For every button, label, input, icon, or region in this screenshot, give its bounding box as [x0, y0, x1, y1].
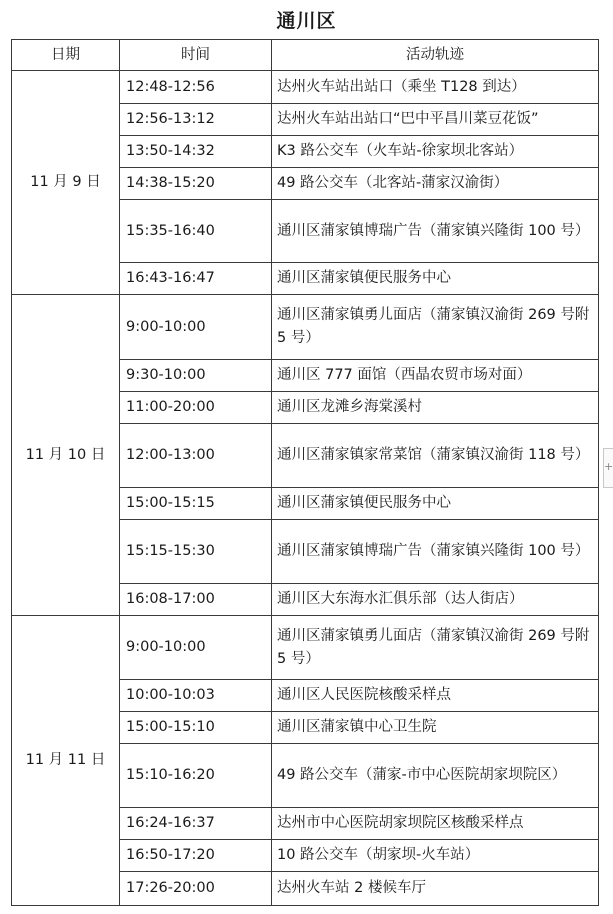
track-cell: 49 路公交车（北客站-蒲家汉渝街） — [272, 168, 599, 200]
track-cell: 达州火车站 2 楼候车厅 — [272, 872, 599, 906]
time-cell: 15:00-15:15 — [120, 488, 272, 520]
table-header-row — [12, 40, 599, 71]
date-cell: 11 月 9 日 — [12, 71, 120, 295]
time-cell: 10:00-10:03 — [120, 680, 272, 712]
track-cell: 达州市中心医院胡家坝院区核酸采样点 — [272, 808, 599, 840]
time-cell: 15:35-16:40 — [120, 200, 272, 263]
time-cell: 9:30-10:00 — [120, 360, 272, 392]
time-cell: 16:50-17:20 — [120, 840, 272, 872]
time-cell: 15:00-15:10 — [120, 712, 272, 744]
side-plus-icon[interactable]: + — [603, 448, 613, 488]
track-cell: 达州火车站出站口“巴中平昌川菜豆花饭” — [272, 104, 599, 136]
header-time: 时间 — [120, 40, 272, 71]
date-cell: 11 月 11 日 — [12, 616, 120, 906]
track-cell: 49 路公交车（蒲家-市中心医院胡家坝院区） — [272, 744, 599, 808]
track-cell: 达州火车站出站口（乘坐 T128 到达） — [272, 71, 599, 104]
track-cell: 通川区 777 面馆（西晶农贸市场对面） — [272, 360, 599, 392]
time-cell: 13:50-14:32 — [120, 136, 272, 168]
track-cell: 通川区蒲家镇博瑞广告（蒲家镇兴隆街 100 号） — [272, 520, 599, 584]
page-title: 通川区 — [276, 10, 337, 32]
track-cell: 通川区蒲家镇家常菜馆（蒲家镇汉渝街 118 号） — [272, 424, 599, 488]
time-cell: 12:48-12:56 — [120, 71, 272, 104]
time-cell: 16:43-16:47 — [120, 263, 272, 295]
table-row — [12, 616, 599, 680]
track-cell: 通川区龙滩乡海棠溪村 — [272, 392, 599, 424]
time-cell: 12:56-13:12 — [120, 104, 272, 136]
time-cell: 16:08-17:00 — [120, 584, 272, 616]
time-cell: 15:10-16:20 — [120, 744, 272, 808]
track-cell: 通川区蒲家镇勇儿面店（蒲家镇汉渝街 269 号附 5 号） — [272, 616, 599, 680]
table-body — [12, 71, 599, 906]
time-cell: 14:38-15:20 — [120, 168, 272, 200]
time-cell: 15:15-15:30 — [120, 520, 272, 584]
time-cell: 9:00-10:00 — [120, 295, 272, 360]
time-cell: 16:24-16:37 — [120, 808, 272, 840]
date-cell: 11 月 10 日 — [12, 295, 120, 616]
time-cell: 9:00-10:00 — [120, 616, 272, 680]
itinerary-table — [11, 39, 599, 906]
track-cell: 通川区蒲家镇勇儿面店（蒲家镇汉渝街 269 号附 5 号） — [272, 295, 599, 360]
time-cell: 11:00-20:00 — [120, 392, 272, 424]
track-cell: 通川区蒲家镇中心卫生院 — [272, 712, 599, 744]
track-cell: 通川区蒲家镇便民服务中心 — [272, 488, 599, 520]
header-date: 日期 — [12, 40, 120, 71]
track-cell: 通川区人民医院核酸采样点 — [272, 680, 599, 712]
track-cell: 10 路公交车（胡家坝-火车站） — [272, 840, 599, 872]
header-track: 活动轨迹 — [272, 40, 599, 71]
time-cell: 12:00-13:00 — [120, 424, 272, 488]
track-cell: 通川区大东海水汇俱乐部（达人街店） — [272, 584, 599, 616]
track-cell: 通川区蒲家镇博瑞广告（蒲家镇兴隆街 100 号） — [272, 200, 599, 263]
time-cell: 17:26-20:00 — [120, 872, 272, 906]
track-cell: 通川区蒲家镇便民服务中心 — [272, 263, 599, 295]
track-cell: K3 路公交车（火车站-徐家坝北客站） — [272, 136, 599, 168]
table-row — [12, 295, 599, 360]
table-row — [12, 71, 599, 104]
